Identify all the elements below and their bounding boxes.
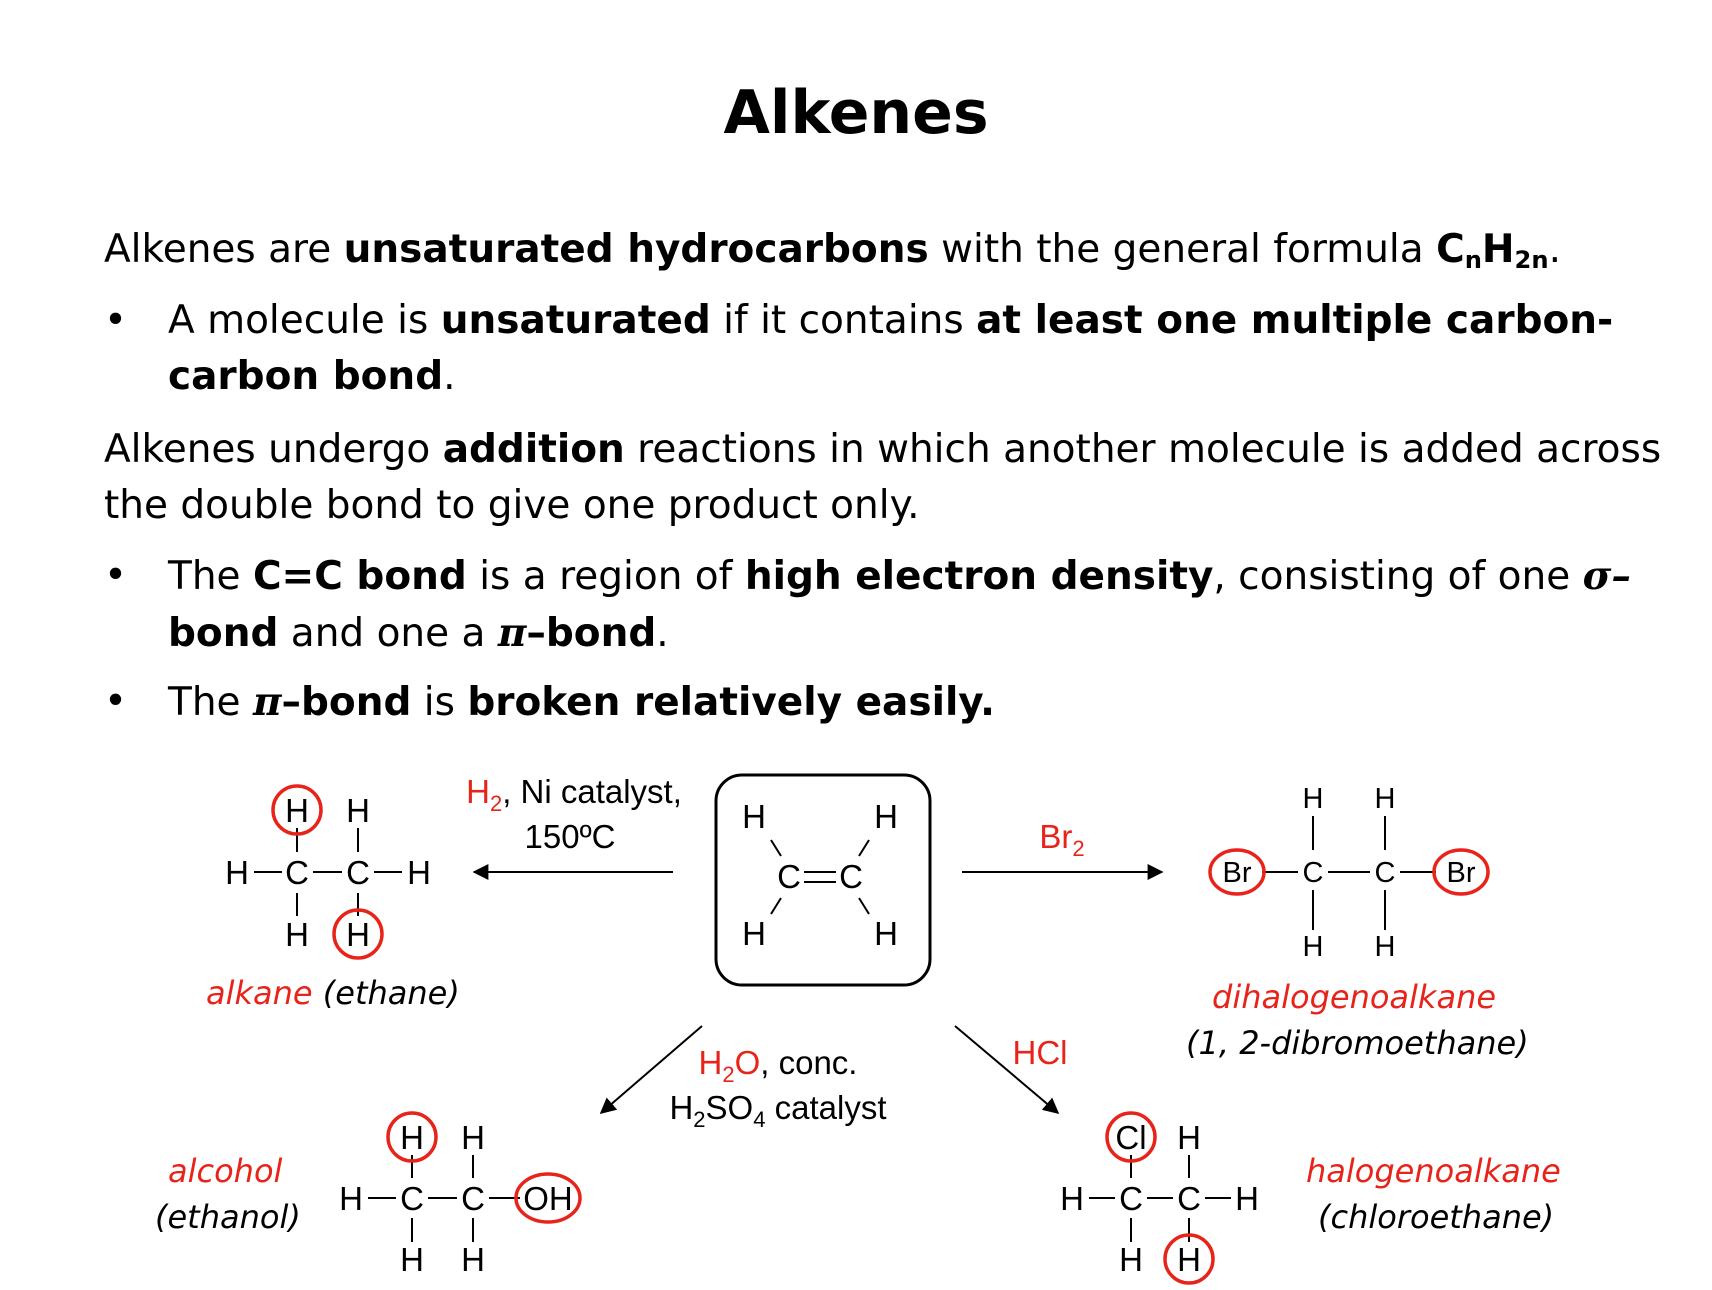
atom-h: H	[1302, 931, 1324, 963]
bullet-text: A molecule is unsaturated if it contains at least one multiple carbon-carbon bond.	[168, 298, 1614, 399]
reagent-bromination: $Br_2$	[1039, 818, 1085, 861]
atom-c: C	[1177, 1180, 1201, 1217]
atom-c: C	[346, 854, 370, 891]
reagent-hydrogenation: $H_2$, Ni catalyst,	[466, 773, 682, 816]
addition-paragraph: Alkenes undergo addition reactions in which another molecule is added across the double bond to give one product only.	[104, 427, 1662, 528]
atom-h: H	[1235, 1180, 1259, 1217]
atom-br: Br	[1222, 857, 1252, 889]
bullet-text: The π–bond is broken relatively easily.	[168, 679, 995, 725]
atom-h: H	[346, 916, 370, 953]
dibromoethane-molecule	[1210, 783, 1488, 963]
bullet-text: The C=C bond is a region of high electron density, consisting of one σ– bond and one a π–bond.	[168, 553, 1631, 656]
atom-c: C	[400, 1180, 424, 1217]
atom-c: C	[777, 858, 801, 895]
atom-h: H	[407, 854, 431, 891]
ethanol-molecule	[339, 1113, 580, 1278]
atom-h: H	[461, 1119, 485, 1156]
atom-h: H	[225, 854, 249, 891]
label-halogenoalkane: halogenoalkane	[1306, 1152, 1561, 1190]
bullet-marker: •	[104, 679, 128, 724]
atom-h: H	[1177, 1119, 1201, 1156]
atom-h: H	[400, 1119, 424, 1156]
label-alcohol: alcohol	[168, 1152, 283, 1190]
ethene-molecule	[716, 775, 930, 985]
atom-c: C	[1119, 1180, 1143, 1217]
atom-h: H	[285, 792, 309, 829]
atom-h: H	[339, 1180, 363, 1217]
atom-c: C	[285, 854, 309, 891]
chloroethane-molecule	[1060, 1113, 1259, 1283]
atom-h: H	[1374, 783, 1396, 815]
reagent-hydration-catalyst: $H_2SO_4$ catalyst	[669, 1089, 887, 1132]
atom-h: H	[874, 798, 898, 835]
bullet-marker: •	[104, 298, 128, 343]
reagent-hcl: HCl	[1012, 1034, 1068, 1071]
atom-c: C	[1302, 857, 1324, 889]
page-title: Alkenes	[723, 78, 989, 148]
atom-h: H	[874, 915, 898, 952]
intro-paragraph: Alkenes are unsaturated hydrocarbons with the general formula $C_nH_{2n}$.	[104, 227, 1561, 275]
atom-c: C	[461, 1180, 485, 1217]
bullet-marker: •	[104, 553, 128, 598]
atom-h: H	[1119, 1241, 1143, 1278]
atom-h: H	[400, 1241, 424, 1278]
label-alkane: alkane (ethane)	[206, 974, 460, 1012]
atom-h: H	[742, 915, 766, 952]
atom-c: C	[1374, 857, 1396, 889]
reagent-hydration: $H_2O$, conc.	[698, 1044, 858, 1087]
atom-h: H	[742, 798, 766, 835]
atom-br: Br	[1446, 857, 1476, 889]
atom-h: H	[346, 792, 370, 829]
label-dihalogenoalkane: dihalogenoalkane	[1212, 978, 1497, 1016]
atom-h: H	[1374, 931, 1396, 963]
label-dibromoethane: (1, 2-dibromoethane)	[1186, 1024, 1529, 1062]
label-ethanol: (ethanol)	[155, 1198, 301, 1236]
atom-h: H	[1177, 1241, 1201, 1278]
atom-h: H	[461, 1241, 485, 1278]
label-chloroethane: (chloroethane)	[1318, 1198, 1555, 1236]
atom-cl: Cl	[1115, 1119, 1147, 1156]
atom-c: C	[839, 858, 863, 895]
atom-h: H	[285, 916, 309, 953]
atom-oh: OH	[523, 1180, 573, 1217]
atom-h: H	[1060, 1180, 1084, 1217]
atom-h: H	[1302, 783, 1324, 815]
ethane-molecule	[225, 786, 431, 958]
reagent-temp: 150ºC	[524, 818, 616, 855]
